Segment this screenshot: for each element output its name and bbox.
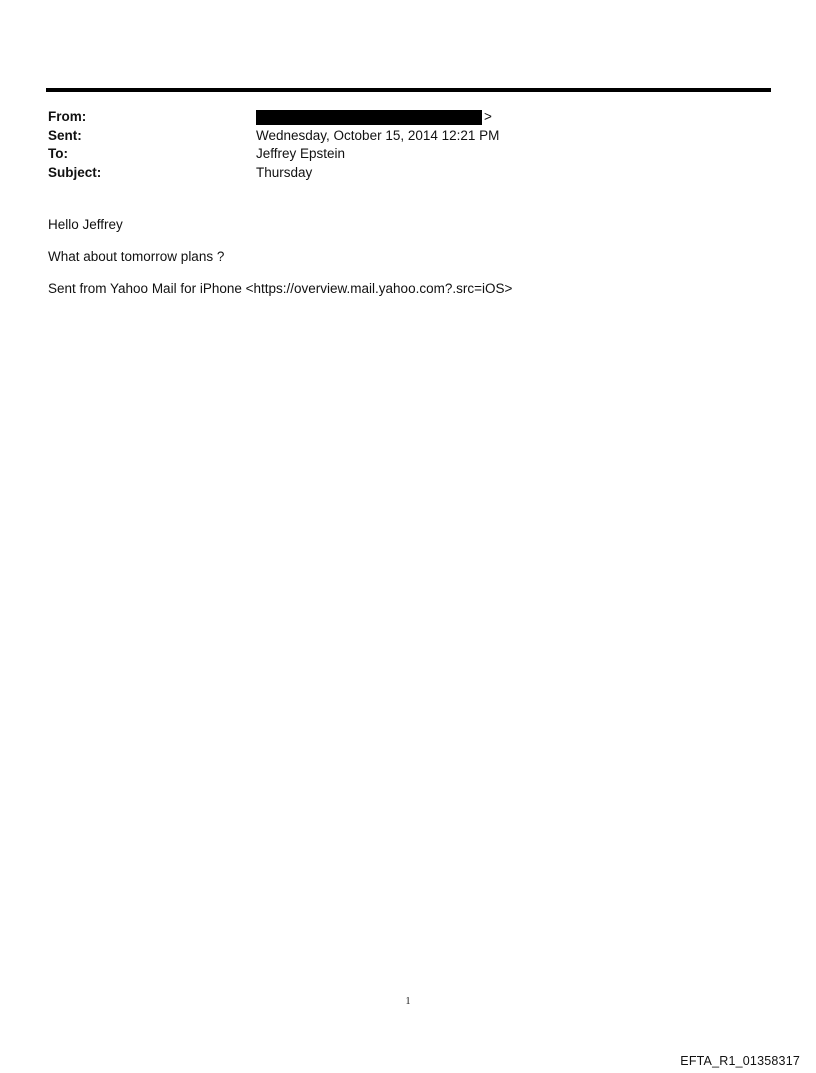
subject-value: Thursday bbox=[256, 164, 313, 180]
from-row bbox=[48, 108, 748, 127]
greeting-line: Hello Jeffrey bbox=[48, 217, 123, 232]
email-header bbox=[48, 108, 748, 182]
sent-row bbox=[48, 127, 748, 146]
to-value: Jeffrey Epstein bbox=[256, 146, 346, 161]
to-row bbox=[48, 145, 748, 164]
to-label: To: bbox=[48, 146, 68, 161]
message-line: What about tomorrow plans ? bbox=[48, 249, 225, 264]
bates-number: EFTA_R1_01358317 bbox=[680, 1054, 800, 1068]
page-number: 1 bbox=[405, 996, 411, 1007]
from-label: From: bbox=[48, 109, 87, 124]
from-value bbox=[256, 108, 748, 127]
subject-row bbox=[48, 164, 748, 183]
redaction-block bbox=[256, 110, 482, 125]
signature-line: Sent from Yahoo Mail for iPhone <https://overview.mail.yahoo.com?.src=iOS> bbox=[48, 281, 513, 296]
from-suffix: > bbox=[484, 109, 492, 124]
sent-label: Sent: bbox=[48, 127, 82, 143]
header-divider bbox=[46, 88, 771, 92]
sent-value: Wednesday, October 15, 2014 12:21 PM bbox=[256, 127, 500, 143]
email-body bbox=[48, 216, 768, 312]
subject-label: Subject: bbox=[48, 164, 102, 180]
